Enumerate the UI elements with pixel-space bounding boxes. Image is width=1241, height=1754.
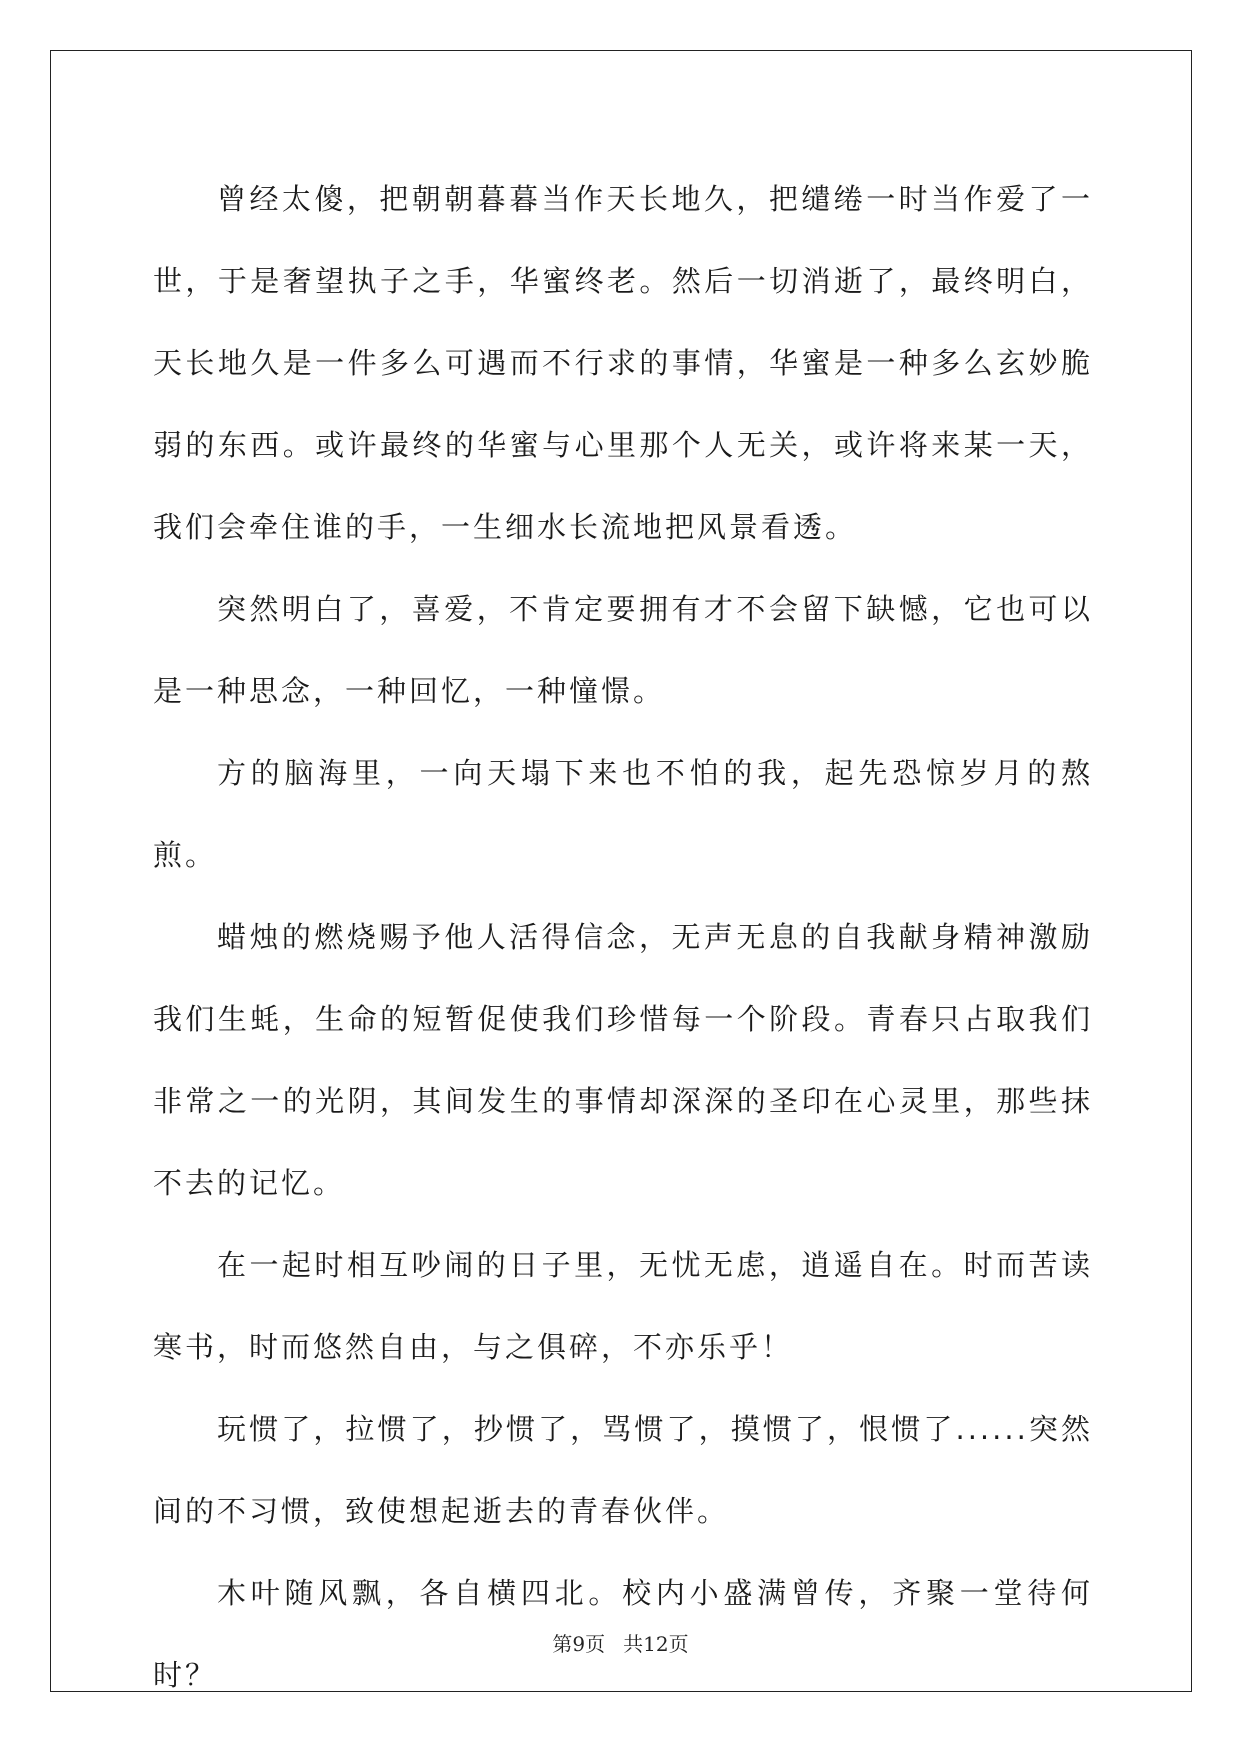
paragraph: 在一起时相互吵闹的日子里，无忧无虑，逍遥自在。时而苦读寒书，时而悠然自由，与之俱碎，不亦乐乎！ (153, 1248, 1093, 1364)
paragraph: 木叶随风飘，各自横四北。校内小盛满曾传，齐聚一堂待何时？ (153, 1576, 1093, 1692)
paragraph: 突然明白了，喜爱，不肯定要拥有才不会留下缺憾，它也可以是一种思念，一种回忆，一种憧憬。 (153, 592, 1093, 708)
paragraph: 蜡烛的燃烧赐予他人活得信念，无声无息的自我献身精神激励我们生蚝，生命的短暂促使我们珍惜每一个阶段。青春只占取我们非常之一的光阴，其间发生的事情却深深的圣印在心灵里，那些抹不去的记忆。 (153, 920, 1093, 1200)
page-total: 共12页 (623, 1632, 689, 1656)
paragraph: 曾经太傻，把朝朝暮暮当作天长地久，把缱绻一时当作爱了一世，于是奢望执子之手，华蜜终老。然后一切消逝了，最终明白，天长地久是一件多么可遇而不行求的事情，华蜜是一种多么玄妙脆弱的东西。或许最终的华蜜与心里那个人无关，或许将来某一天，我们会牵住谁的手，一生细水长流地把风景看透。 (153, 182, 1093, 544)
page-footer (0, 1628, 1241, 1657)
page-number: 第9页 (552, 1632, 606, 1656)
paragraph: 方的脑海里，一向天塌下来也不怕的我，起先恐惊岁月的熬煎。 (153, 756, 1093, 872)
document-body (153, 158, 1093, 1716)
paragraph: 玩惯了，拉惯了，抄惯了，骂惯了，摸惯了，恨惯了......突然间的不习惯，致使想起逝去的青春伙伴。 (153, 1412, 1093, 1528)
